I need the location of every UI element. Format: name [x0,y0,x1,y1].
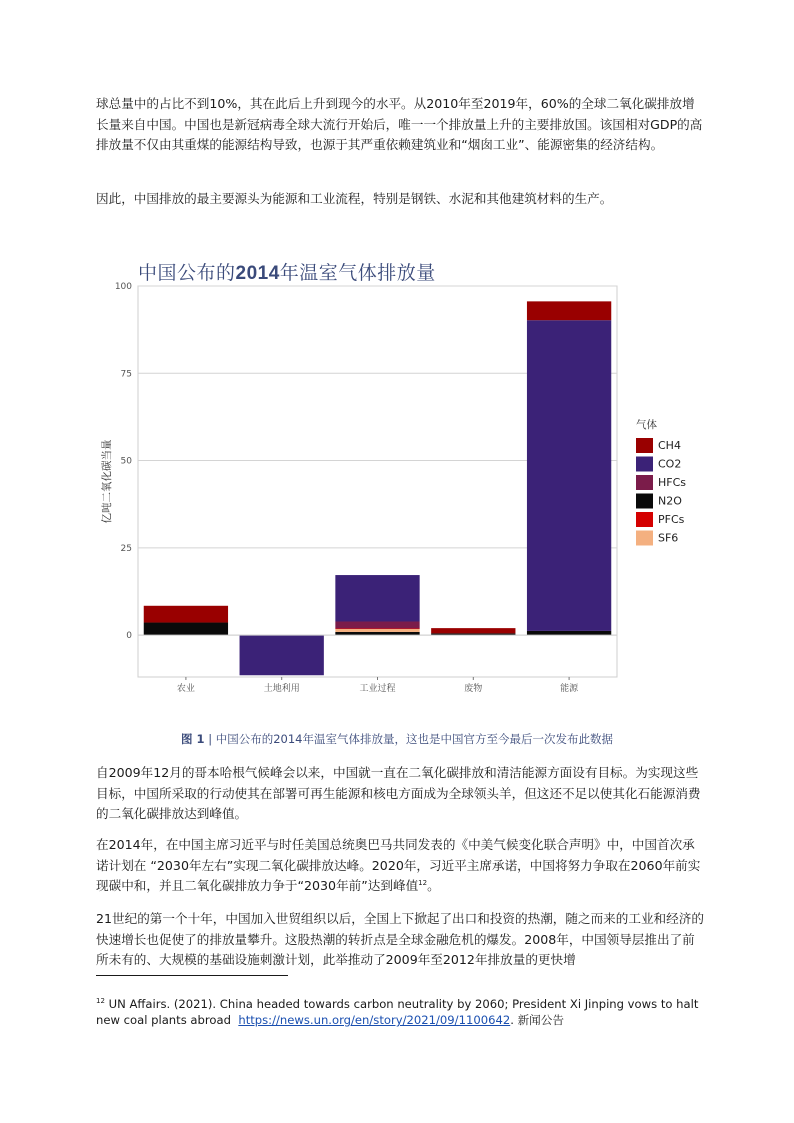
footnote [96,996,706,1028]
footnote-suffix: . 新闻公告 [510,1013,564,1027]
legend-label: CH4 [658,439,681,452]
y-tick-label: 100 [114,282,132,292]
x-tick-label: 土地利用 [263,684,300,694]
bar-segment [527,301,611,320]
x-tick-label: 工业过程 [359,684,396,694]
x-tick-label: 废物 [464,684,483,694]
chart-title: 中国公布的2014年温室气体排放量 [138,262,436,284]
footnote-ref[interactable]: 12 [418,878,428,887]
paragraph-3: 自2009年12月的哥本哈根气候峰会以来，中国就一直在二氧化碳排放和清洁能源方面设有目标。为实现这些目标，中国所采取的行动使其在部署可再生能源和核电方面成为全球领头羊，但这还不足以使其化石能源消费的二氧化碳排放达到峰值。 [96,765,701,821]
footnote-link[interactable]: https://news.un.org/en/story/2021/09/1100642 [238,1013,511,1027]
legend-swatch [636,475,653,490]
chart-svg [96,250,706,710]
legend-swatch [636,457,653,472]
legend-swatch [636,531,653,546]
legend-swatch [636,512,653,527]
y-tick-label: 0 [126,631,132,642]
paragraph-2: 因此，中国排放的最主要源头为能源和工业流程，特别是钢铁、水泥和其他建筑材料的生产。 [96,191,613,206]
legend-label: N2O [658,494,682,508]
y-tick-label: 75 [120,369,132,380]
figure-caption-text: 中国公布的2014年温室气体排放量，这也是中国官方至今最后一次发布此数据 [215,732,613,746]
bar-segment [431,628,515,633]
x-tick-label: 农业 [176,684,195,694]
figure-caption [0,731,794,747]
paragraph-4: 在2014年，在中国主席习近平与时任美国总统奥巴马共同发表的《中美气候变化联合声明》中，中国首次承诺计划在 “2030年左右”实现二氧化碳排放达峰。2020年，习近平主席承诺，中国将努力争取在2060年前实现碳中和，并且二氧化碳排放力争于“2030年前”达到峰值$^{12}$。 [96,837,701,893]
figure-separator: | [208,732,213,746]
footnote-text: UN Affairs. (2021). China headed towards carbon neutrality by 2060; President Xi Jinping vows to halt new coal plants abroad [96,997,699,1027]
paragraph-5: 21世纪的第一个十年，中国加入世贸组织以后，全国上下掀起了出口和投资的热潮，随之而来的工业和经济的快速增长也促使了的排放量攀升。这股热潮的转折点是全球金融危机的爆发。2008年，中国领导层推出了前所未有的、大规模的基础设施刺激计划，此举推动了2009年至2012年排放量的更快增 [96,911,704,967]
legend-label: HFCs [658,476,687,489]
bar-segment [335,575,419,621]
bar-segment [335,621,419,628]
emissions-chart [96,250,706,710]
legend-label: PFCs [658,513,685,526]
bar-segment [527,631,611,635]
figure-label: 图 1 [181,732,205,746]
bar-segment [527,320,611,631]
footnote-divider [96,975,288,976]
y-axis-label: 亿吨二氧化碳当量 [101,439,113,524]
bar-segment [240,635,324,675]
legend-label: CO2 [658,457,682,471]
legend-swatch [636,494,653,509]
bar-segment [144,623,228,636]
y-tick-label: 50 [120,456,132,467]
bar-segment [144,606,228,623]
x-tick-label: 能源 [560,684,579,694]
footnote-number: 12 [96,997,105,1006]
bar-segment [335,628,419,629]
legend-label: SF6 [658,531,679,545]
bar-segment [335,629,419,632]
y-tick-label: 25 [120,543,132,554]
legend-swatch [636,438,653,453]
legend-title: 气体 [636,419,657,431]
paragraph-1: 球总量中的占比不到10%，其在此后上升到现今的水平。从2010年至2019年，60%的全球二氧化碳排放增长量来自中国。中国也是新冠病毒全球大流行开始后，唯一一个排放量上升的主要排放国。该国相对GDP的高排放量不仅由其重煤的能源结构导致，也源于其严重依赖建筑业和“烟囱工业”、能源密集的经济结构。 [96,96,703,152]
